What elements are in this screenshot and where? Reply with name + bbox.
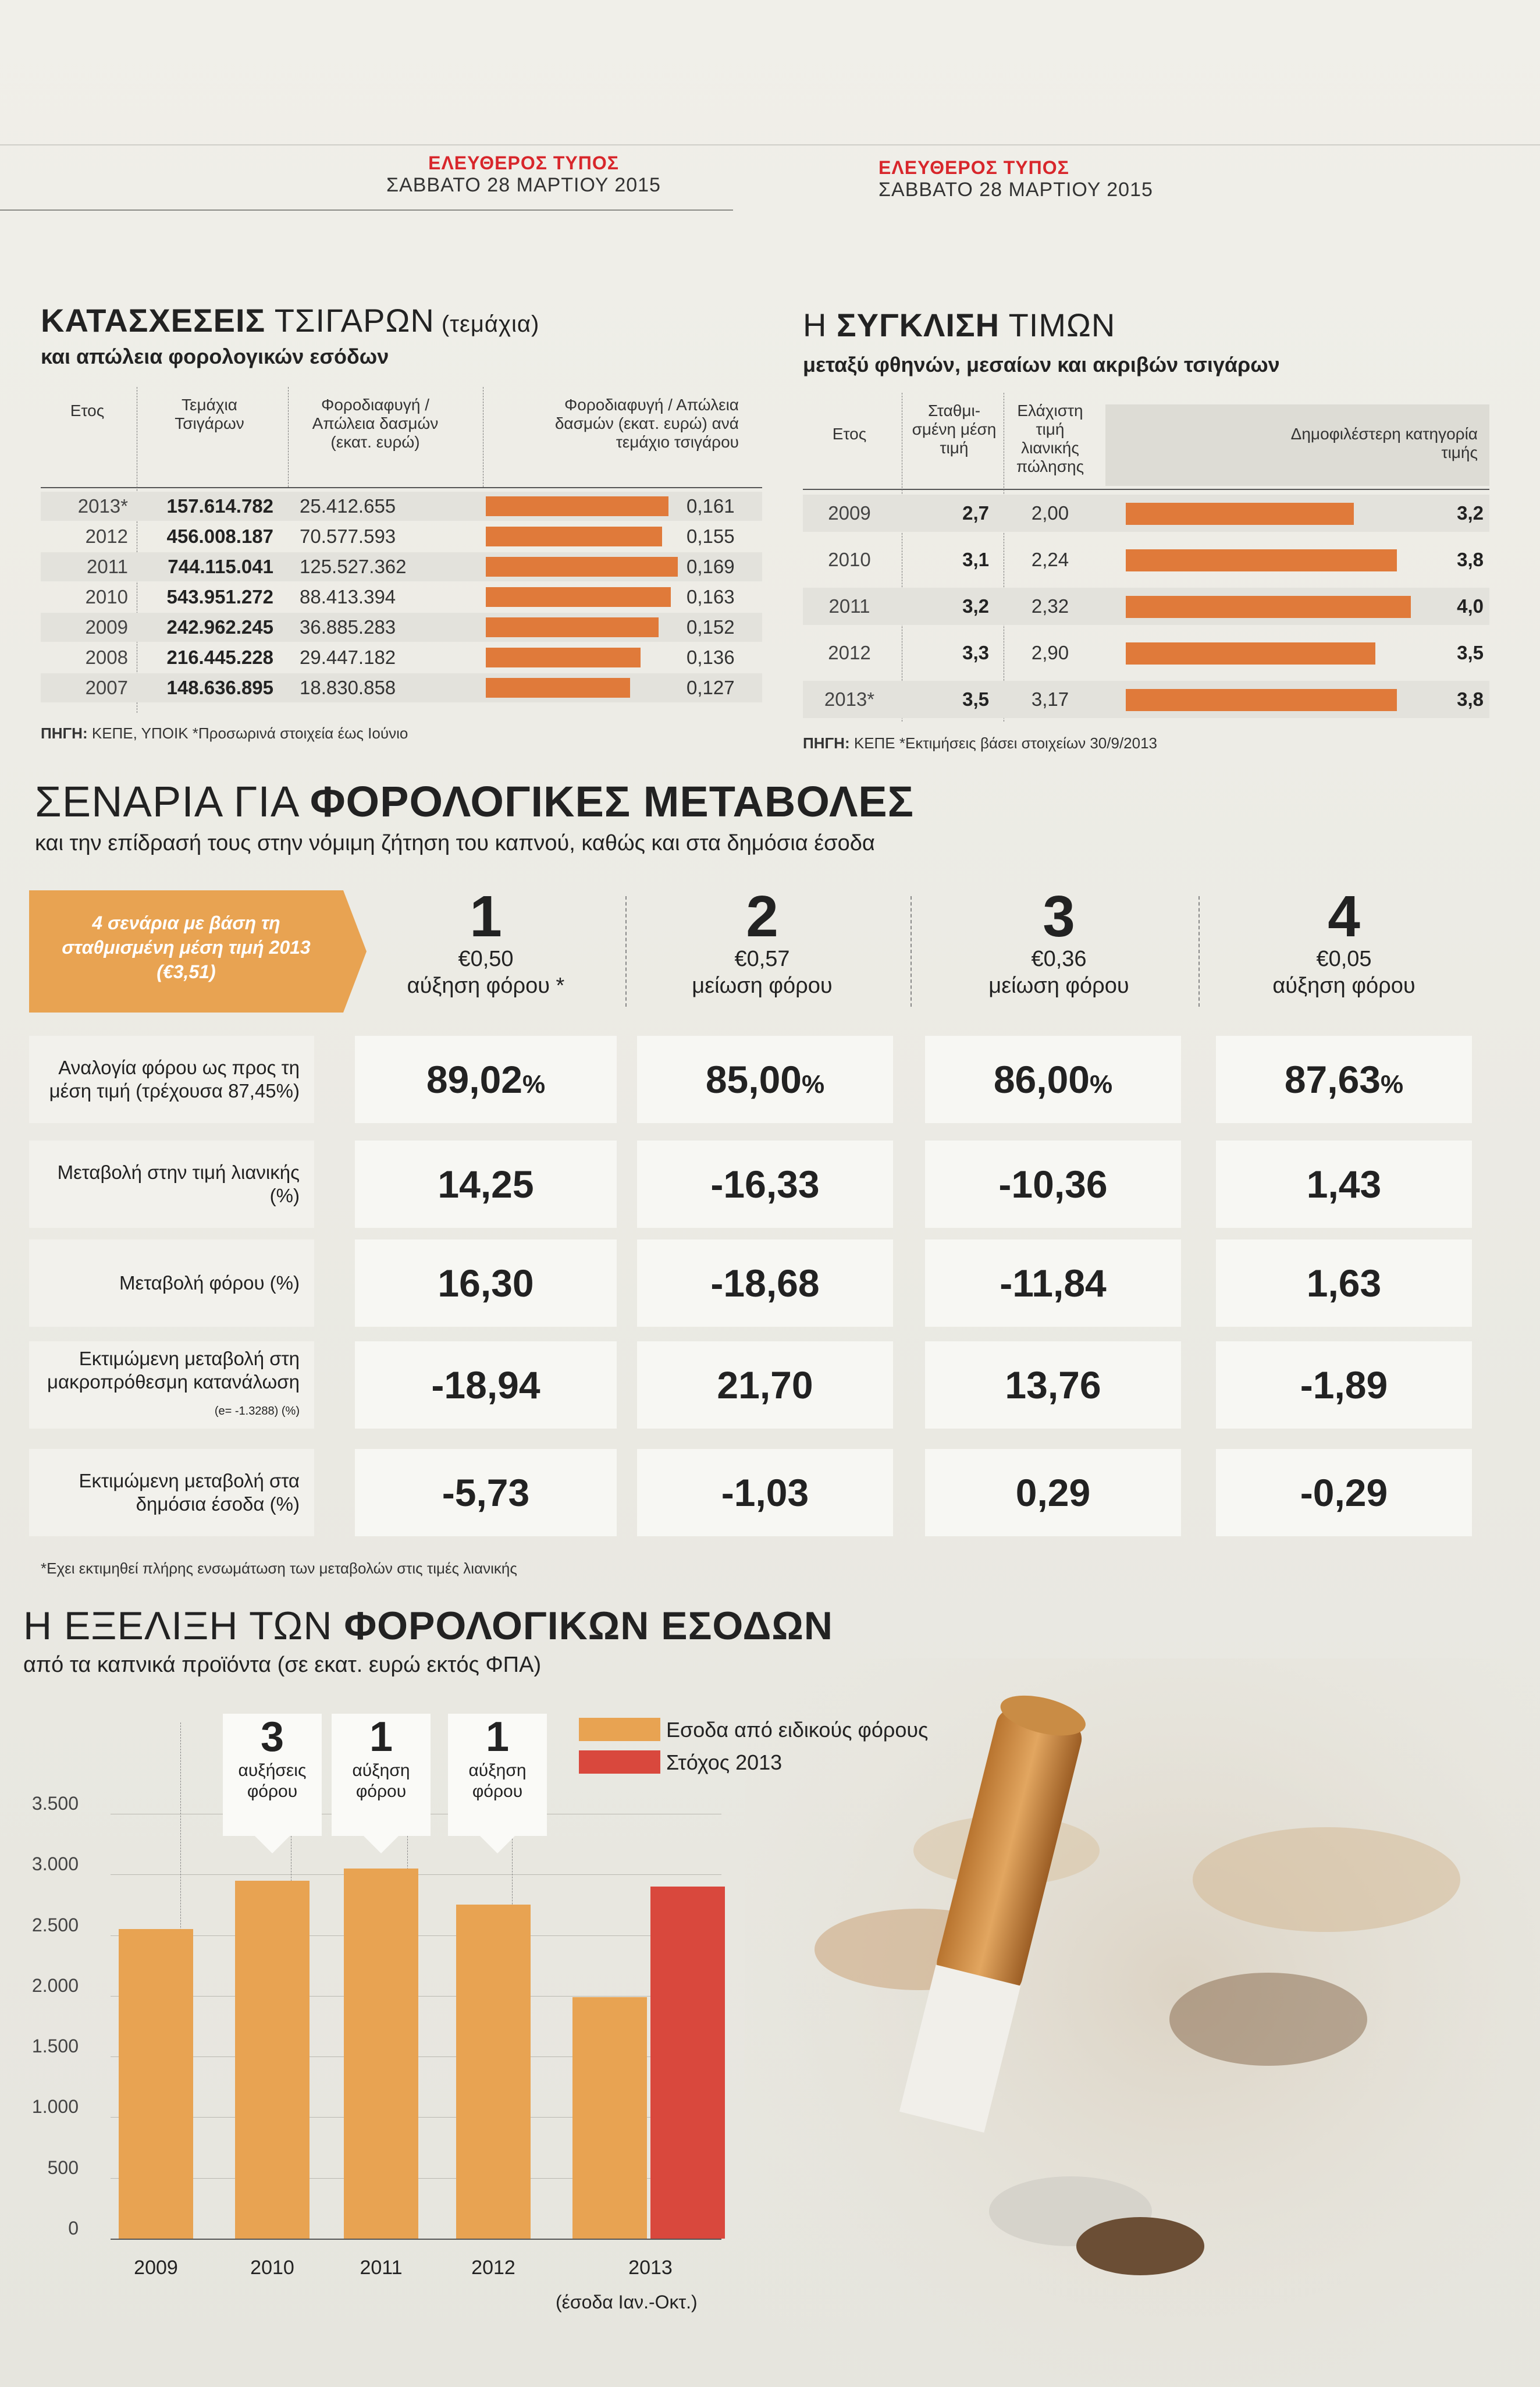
cell-pieces: 148.636.895 xyxy=(166,677,273,698)
scenario-value: -1,89 xyxy=(1300,1363,1388,1406)
scenario-value-card xyxy=(355,1036,617,1123)
scenario-value-card xyxy=(925,1449,1181,1536)
scenario-value-card xyxy=(925,1141,1181,1228)
row-label xyxy=(29,1341,314,1429)
col-header-weighted: Σταθμι-σμένη μέση τιμή xyxy=(912,402,997,457)
callout-text: αυξήσεις φόρου xyxy=(238,1761,307,1801)
banner-text: 4 σενάρια με βάση τη σταθμισμένη μέση τιμή 2013 (€3,51) xyxy=(62,912,311,982)
scenario-value: -16,33 xyxy=(710,1163,820,1206)
cell-loss: 36.885.283 xyxy=(300,616,396,638)
y-tick-label: 2.500 xyxy=(31,1914,79,1935)
column-divider xyxy=(1198,896,1200,1007)
scenario-value: 1,43 xyxy=(1306,1163,1382,1206)
scenario-value-card xyxy=(355,1449,617,1536)
convergence-table xyxy=(803,393,1489,722)
scenario-value-card xyxy=(1216,1341,1472,1429)
scenarios-title: ΣΕΝΑΡΙΑ ΓΙΑ ΦΟΡΟΛΟΓΙΚΕΣ ΜΕΤΑΒΟΛΕΣ xyxy=(35,777,915,826)
y-tick-label: 0 xyxy=(68,2218,79,2239)
row-label-main: Εκτιμώμενη μεταβολή στη μακροπρόθεσμη κατανάλωση xyxy=(47,1348,300,1393)
table-row xyxy=(41,643,762,672)
cell-loss: 88.413.394 xyxy=(300,586,396,608)
tax-increase-callout xyxy=(223,1714,322,1836)
tax-increase-callout xyxy=(448,1714,547,1836)
scenario-value-card xyxy=(637,1036,893,1123)
cell-per-piece: 0,127 xyxy=(687,677,735,698)
cell-per-piece: 0,136 xyxy=(687,647,735,668)
y-tick-label: 1.000 xyxy=(31,2096,79,2117)
cell-per-piece: 0,163 xyxy=(687,586,735,608)
cell-weighted: 3,5 xyxy=(962,688,989,710)
cell-popular: 3,8 xyxy=(1457,688,1484,710)
cell-loss: 125.527.362 xyxy=(300,556,407,577)
scenario-value-card xyxy=(925,1036,1181,1123)
scenario-value-card xyxy=(637,1449,893,1536)
column-divider xyxy=(625,896,627,1007)
row-label xyxy=(29,1239,314,1327)
bar-popular xyxy=(1126,549,1397,571)
table-row xyxy=(41,492,762,521)
table-row xyxy=(41,673,762,702)
legend-swatch xyxy=(579,1718,660,1741)
col-header-per-piece: Φοροδιαφυγή / Απώλεια δασμών (εκατ. ευρώ) ανά τεμάχιο τσιγάρου xyxy=(554,396,739,451)
cell-weighted: 3,3 xyxy=(962,642,989,663)
bar-per-piece xyxy=(486,678,630,698)
scenario-value: -18,68 xyxy=(710,1262,820,1305)
cell-per-piece: 0,161 xyxy=(687,495,735,517)
percent-sign: % xyxy=(1381,1070,1404,1099)
y-tick-label: 500 xyxy=(47,2157,79,2178)
row-label-main: Μεταβολή φόρου (%) xyxy=(119,1272,300,1294)
cell-weighted: 2,7 xyxy=(962,502,989,524)
col-header-pieces: Τεμάχια Τσιγάρων xyxy=(175,396,244,432)
bar-per-piece xyxy=(486,587,671,607)
x-tick-label: 2011 xyxy=(360,2257,403,2279)
y-tick-label: 2.000 xyxy=(31,1975,79,1996)
x-axis-note: (έσοδα Ιαν.-Οκτ.) xyxy=(556,2292,698,2313)
header-rule xyxy=(41,487,762,488)
scenario-value-card xyxy=(637,1341,893,1429)
revenue-subtitle: από τα καπνικά προϊόντα (σε εκατ. ευρώ εκτός ΦΠΑ) xyxy=(23,1653,542,1677)
row-label-note: (e= -1.3288) (%) xyxy=(214,1405,300,1418)
header-paper-name: ΕΛΕΥΘΕΡΟΣ ΤΥΠΟΣ xyxy=(428,152,619,173)
row-label xyxy=(29,1449,314,1536)
cell-year: 2009 xyxy=(85,616,128,638)
row-label-main: Αναλογία φόρου ως προς τη μέση τιμή (τρέχουσα 87,45%) xyxy=(49,1057,300,1102)
bar-popular xyxy=(1126,596,1411,618)
scenarios-subtitle: και την επίδρασή τους στην νόμιμη ζήτηση του καπνού, καθώς και στα δημόσια έσοδα xyxy=(35,831,875,855)
col-header-year: Ετος xyxy=(70,402,105,420)
scenario-value: 86,00 xyxy=(993,1058,1090,1101)
seizures-table xyxy=(41,387,762,713)
x-tick-label: 2010 xyxy=(250,2257,294,2279)
cell-pieces: 543.951.272 xyxy=(166,586,273,608)
scenario-description: αύξηση φόρου * xyxy=(407,974,565,998)
header-left xyxy=(361,152,687,197)
row-label-text xyxy=(44,1161,300,1207)
row-label xyxy=(29,1141,314,1228)
scenario-value-card xyxy=(355,1141,617,1228)
legend-label: Εσοδα από ειδικούς φόρους xyxy=(666,1718,929,1742)
scenario-value: 89,02 xyxy=(426,1058,523,1101)
cell-weighted: 3,1 xyxy=(962,549,989,570)
cell-min: 2,24 xyxy=(1031,549,1069,570)
scenario-value-card xyxy=(925,1341,1181,1429)
cell-per-piece: 0,155 xyxy=(687,525,735,547)
percent-sign: % xyxy=(1090,1070,1113,1099)
cell-year: 2013* xyxy=(824,688,875,710)
cell-popular: 3,8 xyxy=(1457,549,1484,570)
scenario-amount: €0,57 xyxy=(734,947,790,971)
bar-per-piece xyxy=(486,557,678,577)
y-tick-label: 3.000 xyxy=(31,1853,79,1874)
scenario-value: 0,29 xyxy=(1015,1471,1091,1514)
table-row xyxy=(41,613,762,642)
cell-per-piece: 0,169 xyxy=(687,556,735,577)
x-tick-label: 2013 xyxy=(628,2257,673,2279)
cell-year: 2010 xyxy=(85,586,128,608)
scenarios-footnote: *Εχει εκτιμηθεί πλήρης ενσωμάτωση των μεταβολών στις τιμές λιανικής xyxy=(41,1560,517,1577)
table-row xyxy=(803,588,1489,625)
scenario-value-card xyxy=(355,1239,617,1327)
percent-sign: % xyxy=(522,1070,546,1099)
y-tick-label: 3.500 xyxy=(31,1793,79,1814)
table-row xyxy=(803,495,1489,532)
scenario-value-card xyxy=(1216,1141,1472,1228)
scenario-amount: €0,50 xyxy=(458,947,514,971)
scenario-value: -10,36 xyxy=(998,1163,1108,1206)
convergence-source: ΠΗΓΗ: ΚΕΠΕ *Εκτιμήσεις βάσει στοιχείων 30/9/2013 xyxy=(803,734,1158,752)
callout-number: 3 xyxy=(260,1714,284,1760)
scenario-value: 21,70 xyxy=(717,1363,813,1406)
row-label-text xyxy=(44,1271,300,1295)
convergence-rows xyxy=(803,495,1489,722)
cell-year: 2011 xyxy=(828,595,870,617)
cell-min: 3,17 xyxy=(1031,688,1069,710)
scenario-value: 85,00 xyxy=(705,1058,802,1101)
gridline xyxy=(111,2239,721,2240)
bar-popular xyxy=(1126,503,1354,525)
callout-number: 1 xyxy=(369,1714,393,1760)
y-tick-label: 1.500 xyxy=(31,2036,79,2056)
column-rule xyxy=(288,387,289,487)
cell-pieces: 744.115.041 xyxy=(168,556,273,577)
revenue-bar xyxy=(235,1881,310,2239)
cell-year: 2009 xyxy=(828,502,871,524)
bar-popular xyxy=(1126,642,1375,665)
callout-pointer xyxy=(480,1836,515,1853)
scenarios-banner xyxy=(29,890,367,1013)
col-header-loss: Φοροδιαφυγή / Απώλεια δασμών (εκατ. ευρώ) xyxy=(312,396,439,451)
revenue-bar xyxy=(119,1929,193,2239)
header-divider xyxy=(0,209,733,211)
scenario-amount: €0,05 xyxy=(1316,947,1372,971)
revenue-bar xyxy=(344,1869,418,2239)
seizures-subtitle: και απώλεια φορολογικών εσόδων xyxy=(41,344,389,368)
convergence-title: Η ΣΥΓΚΛΙΣΗ ΤΙΜΩΝ xyxy=(803,307,1116,343)
cell-min: 2,32 xyxy=(1031,595,1069,617)
scenario-value-card xyxy=(637,1239,893,1327)
cell-pieces: 157.614.782 xyxy=(166,495,273,517)
percent-sign: % xyxy=(802,1070,825,1099)
cell-year: 2011 xyxy=(87,556,128,577)
cell-loss: 29.447.182 xyxy=(300,647,396,668)
cell-year: 2010 xyxy=(828,549,871,570)
cell-loss: 25.412.655 xyxy=(300,495,396,517)
cell-year: 2008 xyxy=(85,647,128,668)
scenario-value: 87,63 xyxy=(1284,1058,1381,1101)
table-row xyxy=(803,634,1489,672)
column-divider xyxy=(911,896,912,1007)
legend-label: Στόχος 2013 xyxy=(666,1750,783,1774)
scenario-value: 14,25 xyxy=(438,1163,534,1206)
scenario-value: 1,63 xyxy=(1306,1262,1382,1305)
cell-year: 2012 xyxy=(85,525,128,547)
cell-min: 2,90 xyxy=(1031,642,1069,663)
convergence-subtitle: μεταξύ φθηνών, μεσαίων και ακριβών τσιγάρων xyxy=(803,353,1280,376)
row-label-main: Εκτιμώμενη μεταβολή στα δημόσια έσοδα (%) xyxy=(79,1470,300,1515)
row-label-text xyxy=(44,1469,300,1516)
scenario-value: -5,73 xyxy=(442,1471,530,1514)
bar-popular xyxy=(1126,689,1397,711)
cell-pieces: 456.008.187 xyxy=(166,525,273,547)
target-bar xyxy=(650,1887,725,2239)
callout-pointer xyxy=(364,1836,399,1853)
cell-year: 2012 xyxy=(828,642,871,663)
cell-year: 2007 xyxy=(85,677,128,698)
cell-per-piece: 0,152 xyxy=(687,616,735,638)
scenario-value-card xyxy=(1216,1239,1472,1327)
scenario-description: αύξηση φόρου xyxy=(1272,974,1415,998)
callout-pointer xyxy=(255,1836,290,1853)
row-label xyxy=(29,1036,314,1123)
cell-min: 2,00 xyxy=(1031,502,1069,524)
cigarette-illustration xyxy=(745,1658,1540,2387)
col-header-year: Ετος xyxy=(832,425,867,443)
table-row xyxy=(803,541,1489,578)
bar-per-piece xyxy=(486,527,662,546)
table-row xyxy=(41,522,762,551)
scenario-description: μείωση φόρου xyxy=(988,974,1129,998)
scenario-value: -1,03 xyxy=(721,1471,809,1514)
cell-weighted: 3,2 xyxy=(962,595,989,617)
scenario-number: 4 xyxy=(1328,884,1360,949)
scenario-value-card xyxy=(355,1341,617,1429)
cell-loss: 18.830.858 xyxy=(300,677,396,698)
seizures-title: ΚΑΤΑΣΧΕΣΕΙΣ ΤΣΙΓΑΡΩΝ (τεμάχια) xyxy=(41,302,540,339)
scenario-value-card xyxy=(925,1239,1181,1327)
scenario-value: -0,29 xyxy=(1300,1471,1388,1514)
legend-swatch xyxy=(579,1750,660,1774)
scenario-value-card xyxy=(1216,1036,1472,1123)
cell-pieces: 242.962.245 xyxy=(166,616,273,638)
scenario-value: 13,76 xyxy=(1005,1363,1101,1406)
cell-popular: 3,2 xyxy=(1457,502,1484,524)
scenario-amount: €0,36 xyxy=(1031,947,1087,971)
row-label-text xyxy=(44,1347,300,1423)
revenue-bar xyxy=(572,1997,647,2239)
header-date: ΣΑΒΒΑΤΟ 28 ΜΑΡΤΙΟΥ 2015 xyxy=(386,174,661,196)
header-rule xyxy=(803,489,1489,490)
cell-year: 2013* xyxy=(77,495,128,517)
seizures-source: ΠΗΓΗ: ΚΕΠΕ, ΥΠΟΙΚ *Προσωρινά στοιχεία έως Ιούνιο xyxy=(41,724,408,742)
cell-popular: 4,0 xyxy=(1457,595,1484,617)
table-row xyxy=(803,681,1489,718)
bar-per-piece xyxy=(486,648,641,667)
header-date: ΣΑΒΒΑΤΟ 28 ΜΑΡΤΙΟΥ 2015 xyxy=(879,179,1153,201)
scenario-number: 3 xyxy=(1043,884,1075,949)
x-tick-label: 2009 xyxy=(134,2257,178,2279)
scenario-value-card xyxy=(1216,1449,1472,1536)
cell-popular: 3,5 xyxy=(1457,642,1484,663)
top-fold-line xyxy=(0,144,1540,145)
scenario-value: -11,84 xyxy=(1000,1262,1107,1305)
header-right xyxy=(879,157,1239,201)
callout-number: 1 xyxy=(485,1714,510,1760)
scenario-number: 2 xyxy=(746,884,778,949)
x-tick-label: 2012 xyxy=(471,2257,515,2279)
cigarette-photo xyxy=(745,1658,1540,2387)
table-row xyxy=(41,582,762,612)
callout-text: αύξηση φόρου xyxy=(468,1761,527,1801)
bar-per-piece xyxy=(486,496,668,516)
scenario-value: 16,30 xyxy=(438,1262,534,1305)
seizures-rows xyxy=(41,492,762,713)
callout-text: αύξηση φόρου xyxy=(352,1761,410,1801)
cell-loss: 70.577.593 xyxy=(300,525,396,547)
revenue-bar xyxy=(456,1905,531,2239)
cell-pieces: 216.445.228 xyxy=(166,647,273,668)
header-paper-name: ΕΛΕΥΘΕΡΟΣ ΤΥΠΟΣ xyxy=(879,157,1069,178)
bar-per-piece xyxy=(486,617,659,637)
revenue-title: Η ΕΞΕΛΙΞΗ ΤΩΝ ΦΟΡΟΛΟΓΙΚΩΝ ΕΣΟΔΩΝ xyxy=(23,1604,834,1648)
scenario-value: -18,94 xyxy=(431,1363,540,1406)
scenario-description: μείωση φόρου xyxy=(692,974,833,998)
row-label-main: Μεταβολή στην τιμή λιανικής (%) xyxy=(57,1161,300,1206)
row-label-text xyxy=(44,1056,300,1103)
table-row xyxy=(41,552,762,581)
col-header-popular: Δημοφιλέστερη κατηγορία τιμής xyxy=(1290,425,1478,461)
scenario-number: 1 xyxy=(470,884,502,949)
tax-increase-callout xyxy=(332,1714,431,1836)
scenario-value-card xyxy=(637,1141,893,1228)
col-header-min: Ελάχιστη τιμή λιανικής πώλησης xyxy=(1016,402,1084,475)
